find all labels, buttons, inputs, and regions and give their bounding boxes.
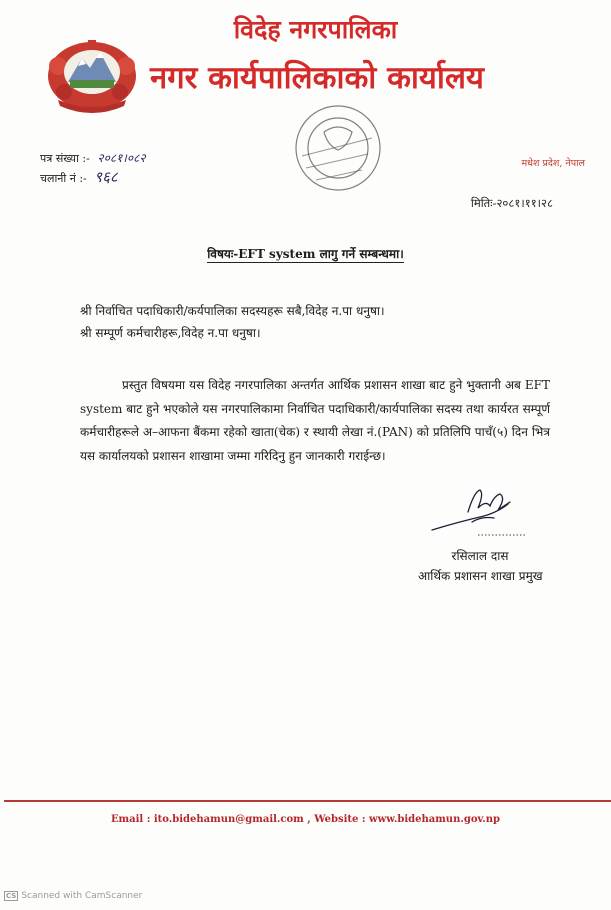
addressee-line: श्री सम्पूर्ण कर्मचारीहरू,विदेह न.पा धनुषा। (80, 326, 261, 340)
municipality-name: विदेह नगरपालिका (233, 15, 398, 44)
dispatch-number-value: ९६८ (94, 168, 118, 186)
footer-divider (4, 800, 611, 802)
handwritten-signature (428, 482, 528, 537)
nepal-emblem-logo (44, 36, 140, 114)
office-stamp (272, 96, 392, 196)
letter-body-text: प्रस्तुत विषयमा यस विदेह नगरपालिका अन्तर्गत आर्थिक प्रशासन शाखा बाट हुने भुक्तानी अब EFT system बाट हुने भएकोले यस नगरपालिकामा निर्वाचित पदाधिकारी/कार्यपालिका सदस्य तथा कार्यरत सम्पूर्ण कर्मचारीहरूले अ–आफना बैंकमा रहेको खाता(चेक) र स्थायी लेखा नं.(PAN) को प्रतिलिपि पाचँ(५) दिन भित्र यस कार्यालयको प्रशासन शाखामा जम्मा गरिदिनु हुन जानकारी गराईन्छ। (80, 378, 550, 463)
letter-number (40, 149, 146, 166)
letter-number-label: पत्र संख्या :- (40, 152, 90, 165)
letter-body (80, 374, 550, 468)
scanner-watermark-text: Scanned with CamScanner (21, 891, 143, 901)
signatory-name: रसिलाल दास (451, 549, 509, 563)
province-label: मधेश प्रदेश, नेपाल (521, 158, 585, 169)
dispatch-number (40, 167, 118, 187)
footer-contact: Email : ito.bidehamun@gmail.com , Website : www.bidehamun.gov.np (110, 814, 501, 825)
office-name: नगर कार्यपालिकाको कार्यालय (150, 60, 484, 96)
letter-number-value: २०८१।०८२ (97, 151, 146, 165)
letter-subject-text: विषयः-EFT system लागु गर्ने सम्बन्धमा। (207, 247, 404, 261)
camscanner-icon: CS (6, 892, 17, 900)
signatory-title: आर्थिक प्रशासन शाखा प्रमुख (418, 569, 543, 583)
addressee-line: श्री निर्वाचित पदाधिकारी/कर्यपालिका सदस्यहरू सबै,विदेह न.पा धनुषा। (80, 304, 385, 318)
scanner-watermark (4, 891, 142, 901)
dispatch-number-label: चलानी नं :- (40, 172, 87, 185)
letter-date: मितिः-२०८१।११।२८ (470, 196, 553, 210)
letter-subject (0, 245, 611, 262)
